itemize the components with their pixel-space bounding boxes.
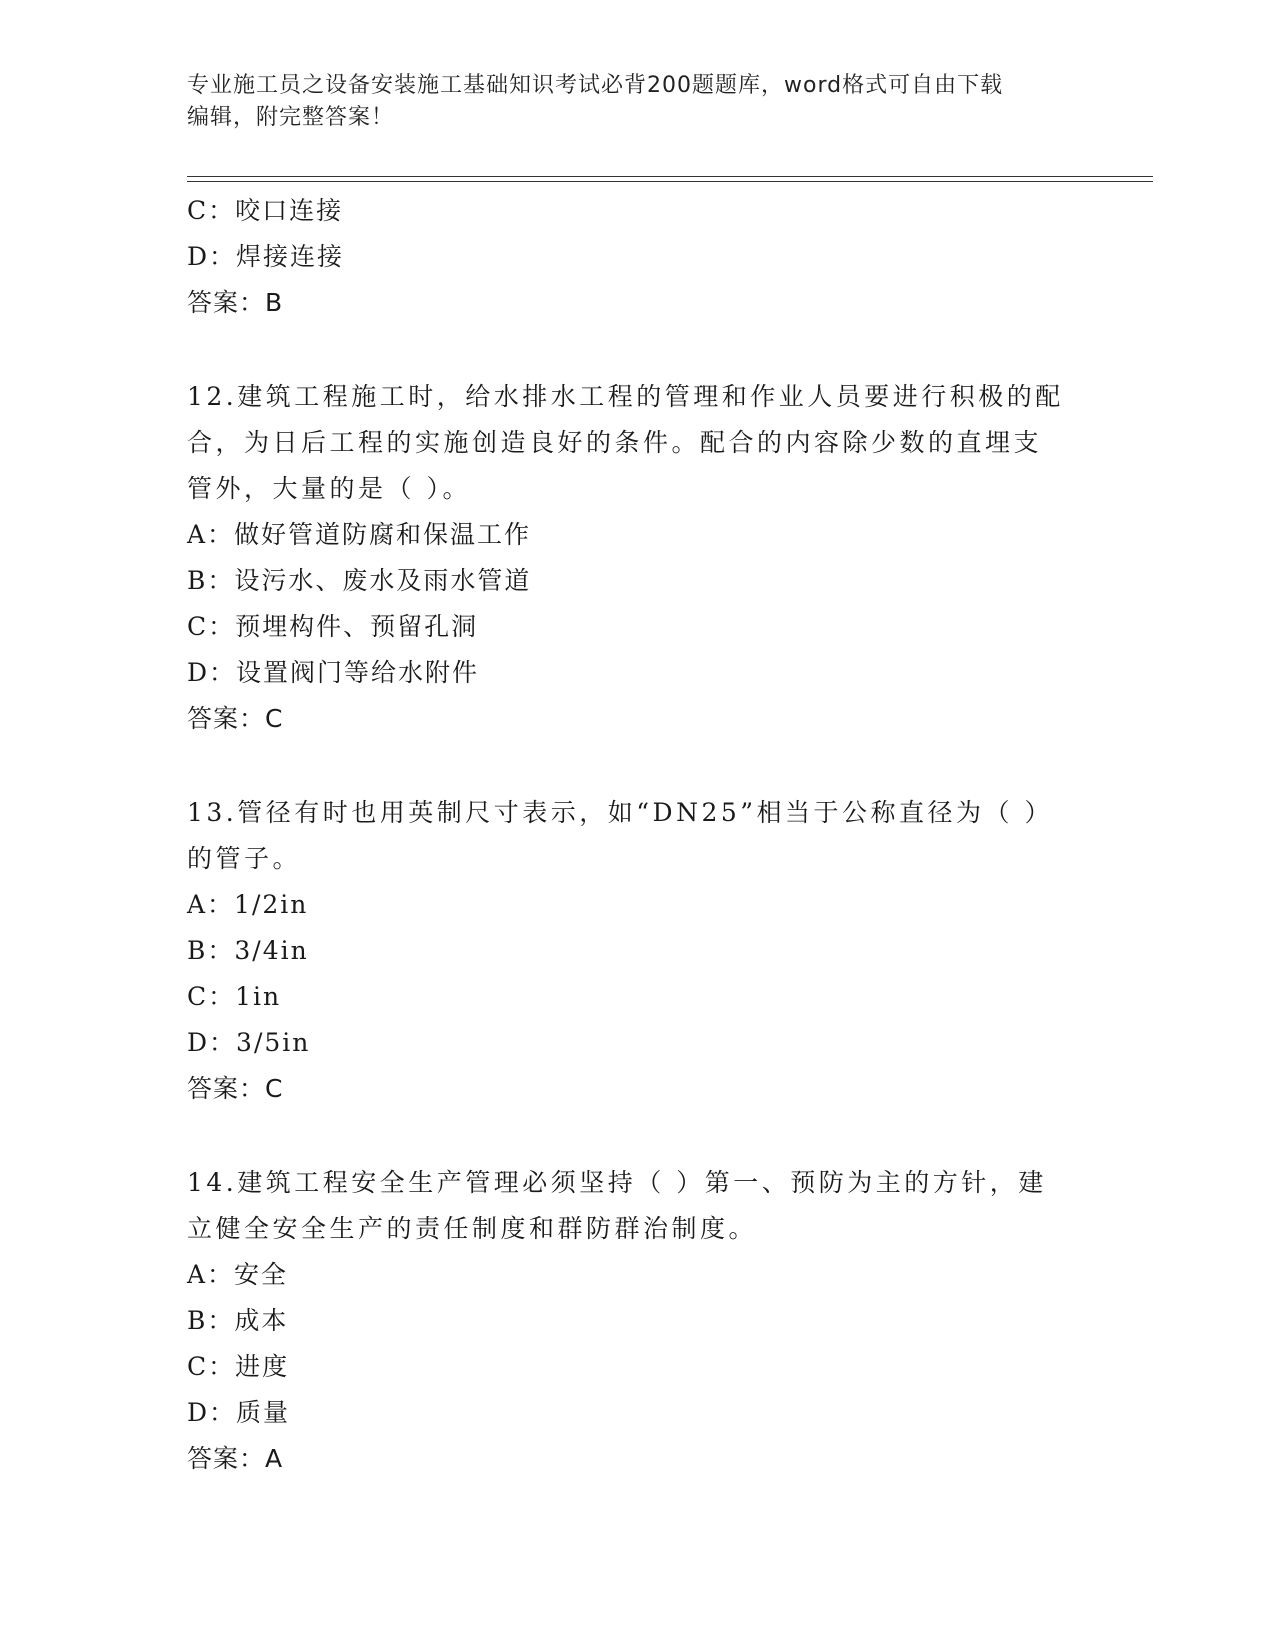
stem-line: 管外，大量的是（ ）。 — [187, 474, 471, 503]
option-c: C：进度 — [187, 1352, 290, 1381]
option-b: B：成本 — [187, 1306, 289, 1335]
option-a: A：做好管道防腐和保温工作 — [187, 520, 532, 549]
header-divider-bottom — [187, 181, 1153, 182]
answer-line: 答案：C — [187, 704, 284, 733]
option-b: B：设污水、废水及雨水管道 — [187, 566, 532, 595]
question-stem — [187, 1160, 1087, 1252]
question-13 — [187, 790, 1087, 1112]
stem-line: 13.管径有时也用英制尺寸表示，如“DN25”相当于公称直径为（ ） — [187, 798, 1053, 827]
header-divider-top — [187, 176, 1153, 177]
answer-line: 答案：A — [187, 1444, 284, 1473]
question-14 — [187, 1160, 1087, 1482]
option-b: B：3/4in — [187, 936, 309, 965]
option-d: D：设置阀门等给水附件 — [187, 658, 480, 687]
option-c: C：咬口连接 — [187, 196, 344, 225]
stem-line: 立健全安全生产的责任制度和群防群治制度。 — [187, 1214, 758, 1243]
question-12 — [187, 374, 1087, 742]
previous-question-tail — [187, 188, 1087, 326]
option-d: D：焊接连接 — [187, 242, 345, 271]
stem-line: 12.建筑工程施工时，给水排水工程的管理和作业人员要进行积极的配 — [187, 382, 1064, 411]
option-c: C：1in — [187, 982, 282, 1011]
stem-line: 14.建筑工程安全生产管理必须坚持（ ）第一、预防为主的方针，建 — [187, 1168, 1047, 1197]
answer-line: 答案：C — [187, 1074, 284, 1103]
stem-line: 合，为日后工程的实施创造良好的条件。配合的内容除少数的直埋支 — [187, 428, 1043, 457]
header-line-1: 专业施工员之设备安装施工基础知识考试必背200题题库，word格式可自由下载 — [187, 73, 1004, 98]
option-d: D：3/5in — [187, 1028, 311, 1057]
question-stem — [187, 790, 1087, 882]
option-c: C：预埋构件、预留孔洞 — [187, 612, 479, 641]
question-stem — [187, 374, 1087, 512]
option-a: A：安全 — [187, 1260, 289, 1289]
answer-line: 答案：B — [187, 288, 284, 317]
question-content — [187, 188, 1087, 1482]
header-line-2: 编辑，附完整答案！ — [187, 105, 395, 130]
option-a: A：1/2in — [187, 890, 309, 919]
stem-line: 的管子。 — [187, 844, 302, 873]
option-d: D：质量 — [187, 1398, 291, 1427]
document-header — [187, 70, 1067, 134]
